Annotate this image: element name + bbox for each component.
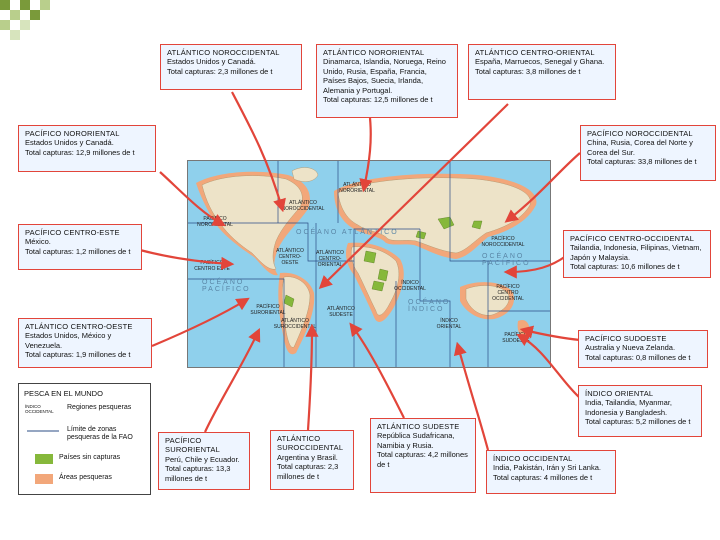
box-countries: India, Pakistán, Irán y Sri Lanka. [493,463,601,473]
box-title: ÍNDICO ORIENTAL [585,389,654,398]
map-label-ind-occidental: ÍNDICO OCCIDENTAL [394,280,426,292]
box-total: Total capturas: 4 millones de t [493,472,593,482]
box-title: PACÍFICO SUDOESTE [585,334,667,343]
ocean-label-pacifico-west: OCÉANO PACÍFICO [482,253,531,267]
info-box-ind-oriental [578,385,702,437]
info-box-atl-sudeste [370,418,476,493]
box-countries: Perú, Chile y Ecuador. [165,454,240,464]
map-label-ind-oriental: ÍNDICO ORIENTAL [436,318,462,330]
box-title: ATLÁNTICO SUDESTE [377,422,460,431]
box-countries: China, Rusia, Corea del Norte y Corea del Sur. [587,138,693,157]
box-title: PACÍFICO NORORIENTAL [25,129,120,138]
map-label-atl-nororiental: ATLÁNTICO NORORIENTAL [339,182,375,194]
box-total: Total capturas: 5,2 millones de t [585,417,691,427]
box-countries: Argentina y Brasil. [277,452,338,462]
info-box-atl-suroccidental [270,430,354,490]
box-title: PACÍFICO CENTRO-OCCIDENTAL [570,234,695,243]
box-title: ATLÁNTICO NOROCCIDENTAL [167,48,280,57]
box-total: Total capturas: 1,9 millones de t [25,350,131,360]
legend-row-regions [25,404,131,415]
legend-row-limits [25,426,145,443]
box-title: PACÍFICO SURORIENTAL [165,436,220,455]
map-label-pac-nororiental: PACÍFICO NORORIENTAL [197,216,233,228]
info-box-pac-noroccidental [580,125,716,181]
corner-decoration [0,0,60,40]
box-total: Total capturas: 2,3 millones de t [167,66,273,76]
box-countries: Australia y Nueva Zelanda. [585,343,676,353]
map-label-atl-suroccidental: ATLÁNTICO SUROCCIDENTAL [273,318,317,330]
box-total: Total capturas: 13,3 millones de t [165,464,231,483]
box-countries: India, Tailandia, Myanmar, Indonesia y Bangladesh. [585,398,672,417]
info-box-atl-noroccidental [160,44,302,90]
ocean-label-atlantico: OCÉANO ATLÁNTICO [296,229,399,236]
legend-row-no-catch [25,454,120,464]
box-countries: Dinamarca, Islandia, Noruega, Reino Unido, Rusia, España, Francia, Países Bajos, Suecia, Irlanda, Alemania y Portugal. [323,57,446,95]
legend-no-catch-label: Países sin capturas [59,454,121,461]
box-total: Total capturas: 0,8 millones de t [585,352,691,362]
map-label-pac-centro-este: PACÍFICO CENTRO ESTE [194,260,230,272]
info-box-pac-centro-occidental [563,230,711,278]
legend-row-areas [25,474,112,484]
info-box-atl-centro-oriental [468,44,616,100]
box-title: ATLÁNTICO CENTRO-OESTE [25,322,133,331]
box-total: Total capturas: 3,8 millones de t [475,66,581,76]
info-box-pac-sudoeste [578,330,708,368]
map-label-pac-centro-occidental: PACÍFICO CENTRO OCCIDENTAL [492,284,524,302]
map-label-atl-sudeste: ATLÁNTICO SUDESTE [327,306,355,318]
box-title: PACÍFICO CENTRO-ESTE [25,228,120,237]
box-countries: Tailandia, Indonesia, Filipinas, Vietnam, Japón y Malaysia. [570,243,702,262]
map-legend [18,383,151,495]
legend-regions-label: Regiones pesqueras [67,404,132,411]
box-countries: Estados Unidos, México y Venezuela. [25,331,112,350]
box-title: ATLÁNTICO CENTRO-ORIENTAL [475,48,595,57]
box-title: ÍNDICO OCCIDENTAL [493,454,573,463]
box-countries: República Sudafricana, Namibia y Rusia. [377,431,455,450]
ocean-label-indico: OCÉANO ÍNDICO [408,299,451,313]
box-total: Total capturas: 2,3 millones de t [277,462,339,481]
legend-areas-label: Áreas pesqueras [59,474,112,481]
legend-limits-label: Límite de zonas pesqueras de la FAO [67,426,133,442]
box-countries: Estados Unidos y Canadá. [25,138,114,148]
info-box-atl-nororiental [316,44,458,118]
map-label-atl-centro-oriental: ATLÁNTICO CENTRO-ORIENTAL [316,250,344,268]
map-label-pac-suroriental: PACÍFICO SURORIENTAL [250,304,286,316]
box-title: PACÍFICO NOROCCIDENTAL [587,129,693,138]
ocean-label-pacifico-east: OCÉANO PACÍFICO [202,279,251,293]
world-fishing-map [187,160,551,368]
box-title: ATLÁNTICO SUROCCIDENTAL [277,434,344,453]
box-countries: España, Marruecos, Senegal y Ghana. [475,57,605,67]
legend-region-sample: ÍNDICO OCCIDENTAL [25,404,54,415]
info-box-atl-centro-oeste [18,318,152,368]
box-countries: Estados Unidos y Canadá. [167,57,256,67]
no-catch-swatch [35,454,53,464]
map-label-pac-sudoeste: PACÍFICO SUDOESTE [502,332,530,344]
info-box-pac-suroriental [158,432,250,490]
box-total: Total capturas: 12,9 millones de t [25,147,135,157]
box-countries: México. [25,237,51,247]
fishing-area-swatch [35,474,53,484]
box-total: Total capturas: 12,5 millones de t [323,94,433,104]
map-label-pac-noroccidental: PACÍFICO NOROCCIDENTAL [481,236,525,248]
box-total: Total capturas: 1,2 millones de t [25,246,131,256]
info-box-ind-occidental [486,450,616,494]
box-title: ATLÁNTICO NORORIENTAL [323,48,425,57]
map-label-atl-centro-oeste: ATLÁNTICO CENTRO-OESTE [276,248,304,266]
box-total: Total capturas: 4,2 millones de t [377,450,468,469]
map-label-atl-noroccidental: ATLÁNTICO NOROCCIDENTAL [281,200,325,212]
info-box-pac-centro-este [18,224,142,270]
limit-line-icon [25,426,61,436]
legend-title: PESCA EN EL MUNDO [24,389,103,398]
info-box-pac-nororiental [18,125,156,172]
box-total: Total capturas: 10,6 millones de t [570,262,680,272]
box-total: Total capturas: 33,8 millones de t [587,157,697,167]
